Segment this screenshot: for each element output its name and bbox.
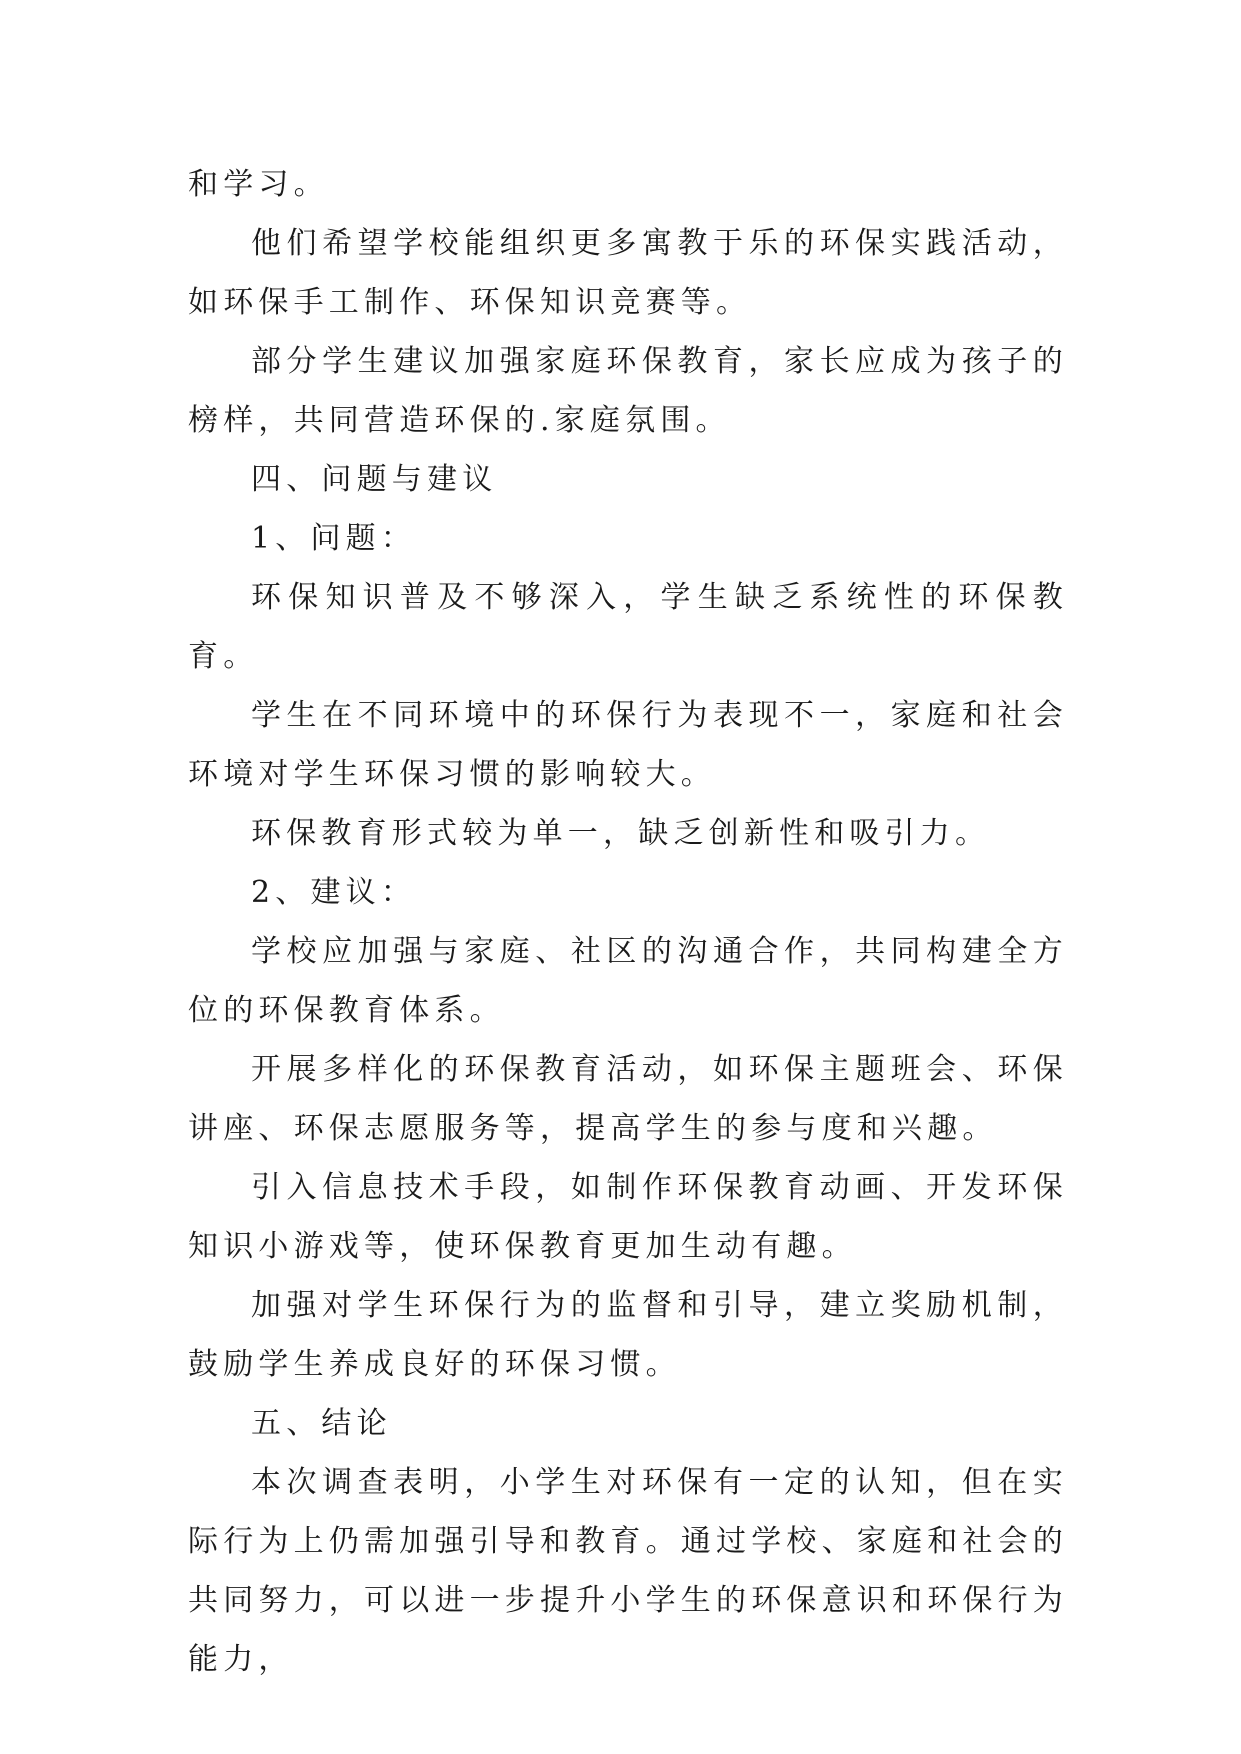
subheading-suggestions: 2、建议： [251,875,417,910]
suggestion-item-4: 加强对学生环保行为的监督和引导，建立奖励机制，鼓励学生养成良好的环保习惯。 [188,1288,1068,1382]
paragraph-continuation: 和学习。 [188,167,329,202]
section-heading-conclusion: 五、结论 [251,1406,392,1441]
problem-item-3: 环保教育形式较为单一，缺乏创新性和吸引力。 [251,816,991,851]
suggestion-item-3: 引入信息技术手段，如制作环保教育动画、开发环保知识小游戏等，使环保教育更加生动有趣。 [188,1170,1068,1264]
suggestion-item-2: 开展多样化的环保教育活动，如环保主题班会、环保讲座、环保志愿服务等，提高学生的参与度和兴趣。 [188,1052,1068,1146]
problem-item-1: 环保知识普及不够深入，学生缺乏系统性的环保教育。 [188,580,1068,674]
paragraph-activities-wish: 他们希望学校能组织更多寓教于乐的环保实践活动，如环保手工制作、环保知识竞赛等。 [188,226,1068,320]
suggestion-item-1: 学校应加强与家庭、社区的沟通合作，共同构建全方位的环保教育体系。 [188,934,1068,1028]
paragraph-family-education: 部分学生建议加强家庭环保教育，家长应成为孩子的榜样，共同营造环保的.家庭氛围。 [188,344,1068,438]
document-body [188,155,1068,1689]
paragraph-conclusion: 本次调查表明，小学生对环保有一定的认知，但在实际行为上仍需加强引导和教育。通过学校、家庭和社会的共同努力，可以进一步提升小学生的环保意识和环保行为能力， [188,1465,1068,1677]
subheading-problems: 1、问题： [251,521,417,556]
section-heading-problems-suggestions: 四、问题与建议 [251,462,498,497]
problem-item-2: 学生在不同环境中的环保行为表现不一，家庭和社会环境对学生环保习惯的影响较大。 [188,698,1068,792]
